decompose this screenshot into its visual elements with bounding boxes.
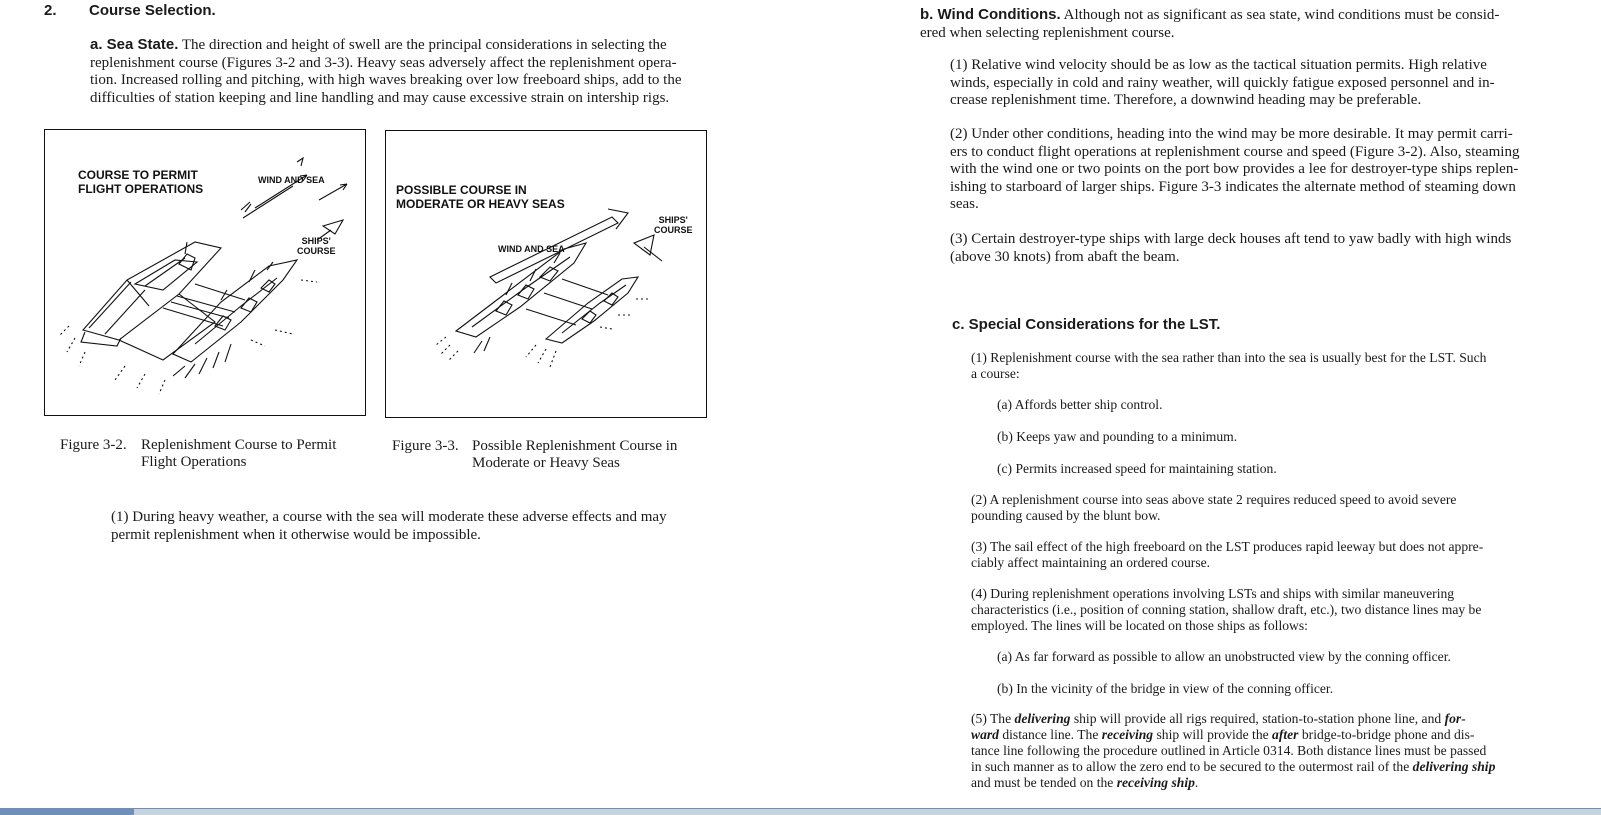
- paragraph-line: crease replenishment time. Therefore, a downwind heading may be preferable.: [950, 92, 1422, 109]
- paragraph-line: a course:: [971, 366, 1020, 381]
- lst-heading: c. Special Considerations for the LST.: [952, 316, 1221, 333]
- wind-item-2: [950, 126, 1552, 214]
- sea-state-item-1: [111, 509, 711, 544]
- lst-item-1: [971, 350, 1521, 382]
- sea-state-line: tion. Increased rolling and pitching, with high waves breaking over low freeboard ships, add to the: [90, 72, 682, 89]
- figure-3-3-caption-text: Possible Replenishment Course in: [472, 438, 678, 454]
- paragraph-line: Although not as significant as sea state, wind conditions must be consid-: [1063, 7, 1500, 23]
- wind-conditions-paragraph: [920, 6, 1552, 42]
- emphasis-text: delivering ship: [1412, 759, 1496, 774]
- figure-3-3-wind-label: WIND AND SEA: [498, 244, 565, 254]
- emphasis-text: for-: [1444, 711, 1466, 726]
- figure-3-3-course-label: COURSE: [654, 225, 693, 235]
- paragraph-line: employed. The lines will be located on those ships as follows:: [971, 618, 1308, 633]
- figure-3-2-course-label: SHIPS': [301, 236, 331, 246]
- section-title: Course Selection.: [89, 2, 216, 19]
- sea-state-heading: a. Sea State.: [90, 36, 179, 53]
- figure-3-3-caption-text: Moderate or Heavy Seas: [472, 455, 620, 471]
- paragraph-line: (2) Under other conditions, heading into the wind may be more desirable. It may permit carri-: [950, 126, 1513, 142]
- paragraph-line: seas.: [950, 196, 979, 213]
- figure-3-3-course-label: SHIPS': [658, 215, 688, 225]
- emphasis-text: delivering: [1014, 711, 1071, 726]
- lst-item-4b: (b) In the vicinity of the bridge in view of the conning officer.: [997, 681, 1334, 696]
- paragraph-line: ciably affect maintaining an ordered course.: [971, 555, 1211, 570]
- sea-state-line: difficulties of station keeping and line handling and may cause excessive strain on intership rigs.: [90, 89, 670, 106]
- paragraph-line: (4) During replenishment operations involving LSTs and ships with similar maneuvering: [971, 586, 1455, 601]
- text-run: ship will provide the: [1153, 727, 1273, 742]
- sea-state-paragraph: [90, 36, 712, 107]
- paragraph-line: with the wind one or two points on the port bow provides a lee for destroyer-type ships replen-: [950, 161, 1519, 178]
- figure-3-2-label: COURSE TO PERMIT: [78, 168, 198, 182]
- paragraph-line: (3) Certain destroyer-type ships with large deck houses aft tend to yaw badly with high winds: [950, 231, 1512, 247]
- figure-3-2-caption-text: Flight Operations: [141, 454, 247, 470]
- wind-item-1: [950, 57, 1552, 110]
- figure-3-2-label: FLIGHT OPERATIONS: [78, 182, 204, 196]
- paragraph-line: permit replenishment when it otherwise would be impossible.: [111, 526, 481, 543]
- text-run: .: [1194, 775, 1199, 790]
- figure-3-2-wind-label: WIND AND SEA: [258, 175, 325, 185]
- emphasis-text: receiving: [1101, 727, 1154, 742]
- text-run: distance line. The: [998, 727, 1102, 742]
- heavy-seas-replenishment-drawing: [386, 131, 706, 417]
- lst-item-1b: (b) Keeps yaw and pounding to a minimum.: [997, 429, 1238, 444]
- text-run: and must be tended on the: [971, 775, 1117, 790]
- paragraph-line: (1) Replenishment course with the sea rather than into the sea is usually best for the LST. Such: [971, 350, 1487, 365]
- lst-item-1a: (a) Affords better ship control.: [997, 397, 1163, 412]
- paragraph-line: ishing to starboard of larger ships. Figure 3-3 indicates the alternate method of steaming down: [950, 178, 1516, 195]
- figure-3-3-label: MODERATE OR HEAVY SEAS: [396, 197, 565, 211]
- paragraph-line: tance line following the procedure outlined in Article 0314. Both distance lines must be passed: [971, 743, 1487, 758]
- emphasis-text: ward: [971, 727, 999, 742]
- paragraph-line: (3) The sail effect of the high freeboard on the LST produces rapid leeway but does not appre-: [971, 539, 1484, 554]
- paragraph-line: (2) A replenishment course into seas above state 2 requires reduced speed to avoid severe: [971, 492, 1457, 507]
- lst-item-2: [971, 492, 1521, 524]
- lst-item-1c: (c) Permits increased speed for maintaining station.: [997, 461, 1277, 476]
- lst-item-3: [971, 539, 1521, 571]
- paragraph-line: (above 30 knots) from abaft the beam.: [950, 248, 1180, 265]
- paragraph-line: (1) During heavy weather, a course with the sea will moderate these adverse effects and may: [111, 509, 667, 525]
- wind-item-3: [950, 231, 1552, 266]
- figure-3-2-caption-number: Figure 3-2.: [60, 437, 127, 453]
- paragraph-line: pounding caused by the blunt bow.: [971, 508, 1161, 523]
- wind-conditions-heading: b. Wind Conditions.: [920, 6, 1061, 23]
- figure-3-2-course-label: COURSE: [297, 246, 336, 256]
- text-run: (5) The: [971, 711, 1015, 726]
- horizontal-scrollbar-thumb[interactable]: [0, 809, 134, 815]
- lst-item-4a: (a) As far forward as possible to allow an unobstructed view by the conning officer.: [997, 649, 1451, 664]
- emphasis-text: receiving ship: [1116, 775, 1195, 790]
- figure-3-2-caption: [60, 437, 336, 471]
- figure-3-3-label: POSSIBLE COURSE IN: [396, 183, 527, 197]
- paragraph-line: ered when selecting replenishment course.: [920, 24, 1175, 41]
- paragraph-line: winds, especially in cold and rainy weather, will quickly fatigue exposed personnel and in-: [950, 74, 1495, 91]
- paragraph-line: ers to conduct flight operations at replenishment course and speed (Figure 3-2). Also, steaming: [950, 143, 1520, 160]
- sea-state-line: replenishment course (Figures 3-2 and 3-3). Heavy seas adversely affect the replenishment opera-: [90, 54, 677, 71]
- figure-3-2: [44, 129, 366, 416]
- carrier-replenishment-drawing: [45, 130, 365, 415]
- text-run: bridge-to-bridge phone and dis-: [1298, 727, 1475, 742]
- section-number: 2.: [44, 2, 57, 19]
- figure-3-3: [385, 130, 707, 418]
- sea-state-line: The direction and height of swell are the principal considerations in selecting the: [181, 37, 667, 53]
- lst-item-5: [971, 711, 1521, 791]
- paragraph-line: characteristics (i.e., position of conning station, shallow draft, etc.), two distance lines may be: [971, 602, 1482, 617]
- text-run: in such manner as to allow the zero end to be secured to the outermost rail of the: [971, 759, 1413, 774]
- horizontal-scrollbar-track[interactable]: [0, 809, 1601, 815]
- text-run: ship will provide all rigs required, station-to-station phone line, and: [1070, 711, 1445, 726]
- emphasis-text: after: [1272, 727, 1299, 742]
- lst-item-4: [971, 586, 1521, 634]
- figure-3-2-caption-text: Replenishment Course to Permit: [141, 437, 337, 453]
- figure-3-3-caption-number: Figure 3-3.: [392, 438, 459, 454]
- figure-3-3-caption: [392, 438, 677, 472]
- paragraph-line: (1) Relative wind velocity should be as low as the tactical situation permits. High relative: [950, 57, 1487, 73]
